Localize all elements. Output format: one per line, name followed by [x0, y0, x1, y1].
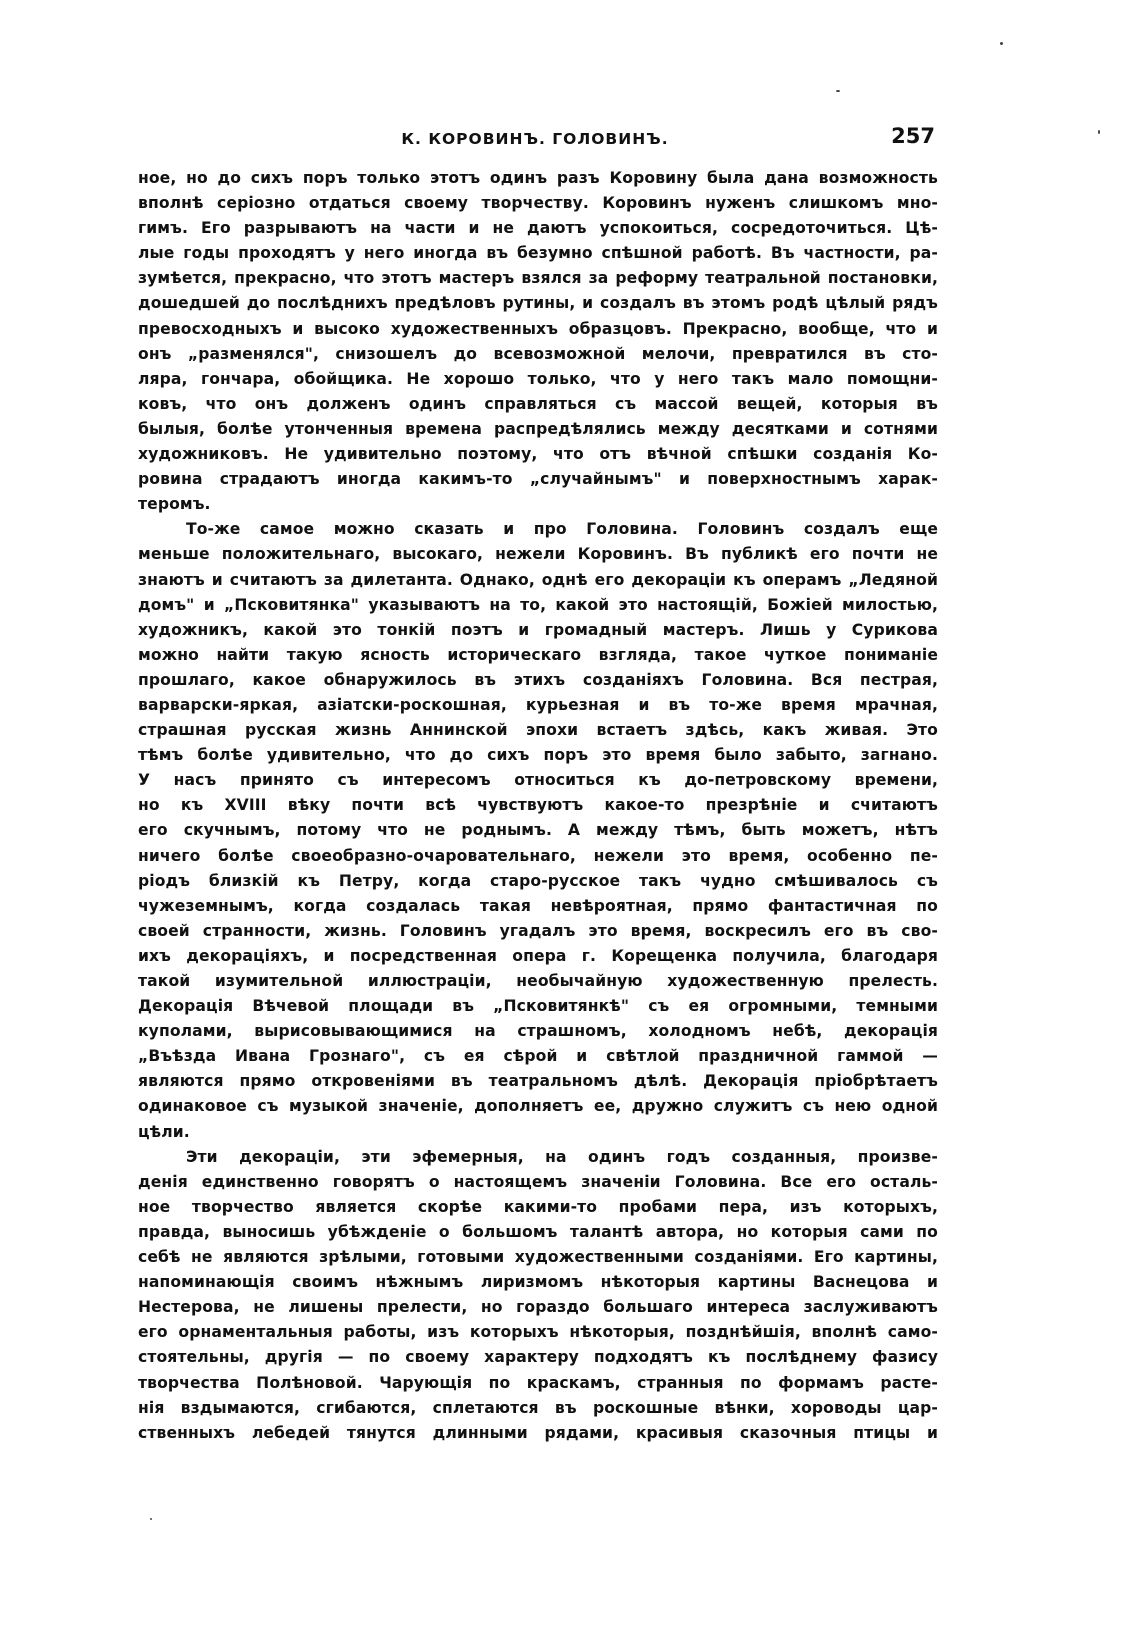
text-line: ковъ, что онъ долженъ одинъ справляться съ массой вещей, которыя въ — [138, 394, 938, 413]
text-line: денія единственно говорятъ о настоящемъ значеніи Головина. Все его осталь- — [138, 1172, 938, 1191]
body-text — [138, 166, 938, 1446]
text-line: ихъ декораціяхъ, и посредственная опера г. Корещенка получила, благодаря — [138, 946, 938, 965]
page-number: 257 — [891, 124, 935, 148]
text-line: страшная русская жизнь Аннинской эпохи встаетъ здѣсь, какъ живая. Это — [138, 721, 938, 740]
text-line: художникъ, какой это тонкій поэтъ и громадный мастеръ. Лишь у Сурикова — [138, 620, 938, 639]
text-line: ріодъ близкій къ Петру, когда старо-русское такъ чудно смѣшивалось съ — [138, 871, 938, 890]
text-line: ное творчество является скорѣе какими-то пробами пера, изъ которыхъ, — [138, 1197, 938, 1216]
text-line: куполами, вырисовывающимися на страшномъ, холодномъ небѣ, декорація — [138, 1022, 938, 1041]
text-line: нія вздымаются, сгибаются, сплетаются въ роскошные вѣнки, хороводы цар- — [138, 1398, 938, 1417]
scan-speck — [1000, 42, 1003, 45]
text-line-paragraph-start: Эти декораціи, эти эфемерныя, на одинъ годъ созданныя, произве- — [186, 1147, 938, 1166]
text-line: лые годы проходятъ у него иногда въ безумно спѣшной работѣ. Въ частности, ра- — [138, 244, 938, 263]
text-line: прошлаго, какое обнаружилось въ этихъ созданіяхъ Головина. Вся пестрая, — [138, 670, 938, 689]
text-line: гимъ. Его разрываютъ на части и не даютъ успокоиться, сосредоточиться. Цѣ- — [138, 219, 938, 238]
text-line: зумѣется, прекрасно, что этотъ мастеръ взялся за реформу театральной постановки, — [138, 269, 938, 288]
running-title: К. КОРОВИНЪ. ГОЛОВИНЪ. — [401, 130, 669, 148]
text-line: варварски-яркая, азіатски-роскошная, курьезная и въ то-же время мрачная, — [138, 695, 938, 714]
text-line: дошедшей до послѣднихъ предѣловъ рутины, и создалъ въ этомъ родѣ цѣлый рядъ — [138, 294, 938, 313]
text-line: являются прямо откровеніями въ театральномъ дѣлѣ. Декорація пріобрѣтаетъ — [138, 1072, 938, 1091]
text-line: чужеземнымъ, когда создалась такая невѣроятная, прямо фантастичная по — [138, 896, 938, 915]
text-line: но къ XVIII вѣку почти всѣ чувствуютъ какое-то презрѣніе и считаютъ — [138, 796, 938, 815]
text-line: напоминающія своимъ нѣжнымъ лиризмомъ нѣкоторыя картины Васнецова и — [138, 1273, 938, 1292]
text-line: одинаковое съ музыкой значеніе, дополняетъ ее, дружно служитъ съ нею одной — [138, 1097, 938, 1116]
text-line: его скучнымъ, потому что не роднымъ. А между тѣмъ, быть можетъ, нѣтъ — [138, 821, 938, 840]
text-line: домъ" и „Псковитянка" указываютъ на то, какой это настоящій, Божіей милостью, — [138, 595, 938, 614]
text-line: такой изумительной иллюстраціи, необычайную художественную прелесть. — [138, 972, 938, 990]
text-line: превосходныхъ и высоко художественныхъ образцовъ. Прекрасно, вообще, что и — [138, 319, 938, 338]
text-line: ное, но до сихъ поръ только этотъ одинъ разъ Коровину была дана возможность — [138, 169, 938, 187]
running-head — [135, 124, 935, 154]
text-line: онъ „разменялся", снизошелъ до всевозможной мелочи, превратился въ сто- — [138, 344, 938, 363]
text-line: меньше положительнаго, высокаго, нежели Коровинъ. Въ публикѣ его почти не — [138, 545, 938, 564]
text-line: У насъ принято съ интересомъ относиться къ до-петровскому времени, — [138, 771, 938, 790]
text-line-paragraph-end: цѣли. — [138, 1122, 190, 1141]
text-line: знаютъ и считаютъ за дилетанта. Однако, однѣ его декораціи къ операмъ „Ледяной — [138, 570, 938, 589]
scan-speck — [150, 1518, 152, 1520]
text-line: былыя, болѣе утонченныя времена распредѣлялись между десятками и сотнями — [138, 419, 938, 438]
text-line: Декорація Вѣчевой площади въ „Псковитянкѣ" съ ея огромными, темными — [138, 997, 938, 1016]
text-line: творчества Полѣновой. Чарующія по краскамъ, странныя по формамъ расте- — [138, 1373, 938, 1392]
text-line: тѣмъ болѣе удивительно, что до сихъ поръ это время было забыто, загнано. — [138, 746, 938, 765]
text-line-paragraph-start: То-же самое можно сказать и про Головина. Головинъ создалъ еще — [186, 520, 938, 539]
text-line: Нестерова, не лишены прелести, но гораздо большаго интереса заслуживаютъ — [138, 1298, 938, 1317]
text-line: „Въѣзда Ивана Грознаго", съ ея сѣрой и свѣтлой праздничной гаммой — — [138, 1047, 938, 1066]
text-line: своей странности, жизнь. Головинъ угадалъ это время, воскресилъ его въ сво- — [138, 921, 938, 940]
text-line: можно найти такую ясность историческаго взгляда, такое чуткое пониманіе — [138, 645, 938, 664]
text-line: ственныхъ лебедей тянутся длинными рядами, красивыя сказочныя птицы и — [138, 1423, 938, 1442]
text-line: ровина страдаютъ иногда какимъ-то „случайнымъ" и поверхностнымъ харак- — [138, 470, 938, 489]
text-line: правда, выносишь убѣжденіе о большомъ талантѣ автора, но которыя сами по — [138, 1222, 938, 1241]
scan-speck — [836, 90, 840, 92]
text-line: художниковъ. Не удивительно поэтому, что отъ вѣчной спѣшки созданія Ко- — [138, 445, 938, 464]
text-line-paragraph-end: теромъ. — [138, 495, 211, 514]
text-line: вполнѣ серіозно отдаться своему творчеству. Коровинъ нуженъ слишкомъ мно- — [138, 194, 938, 213]
text-line: себѣ не являются зрѣлыми, готовыми художественными созданіями. Его картины, — [138, 1248, 938, 1267]
text-line: ничего болѣе своеобразно-очаровательнаго, нежели это время, особенно пе- — [138, 846, 938, 865]
text-line: ляра, гончара, обойщика. Не хорошо только, что у него такъ мало помощни- — [138, 369, 938, 388]
text-line: стоятельны, другія — по своему характеру подходятъ къ послѣднему фазису — [138, 1348, 938, 1367]
scan-speck — [1098, 130, 1100, 134]
text-line: его орнаментальныя работы, изъ которыхъ нѣкоторыя, позднѣйшія, вполнѣ само- — [138, 1323, 938, 1342]
